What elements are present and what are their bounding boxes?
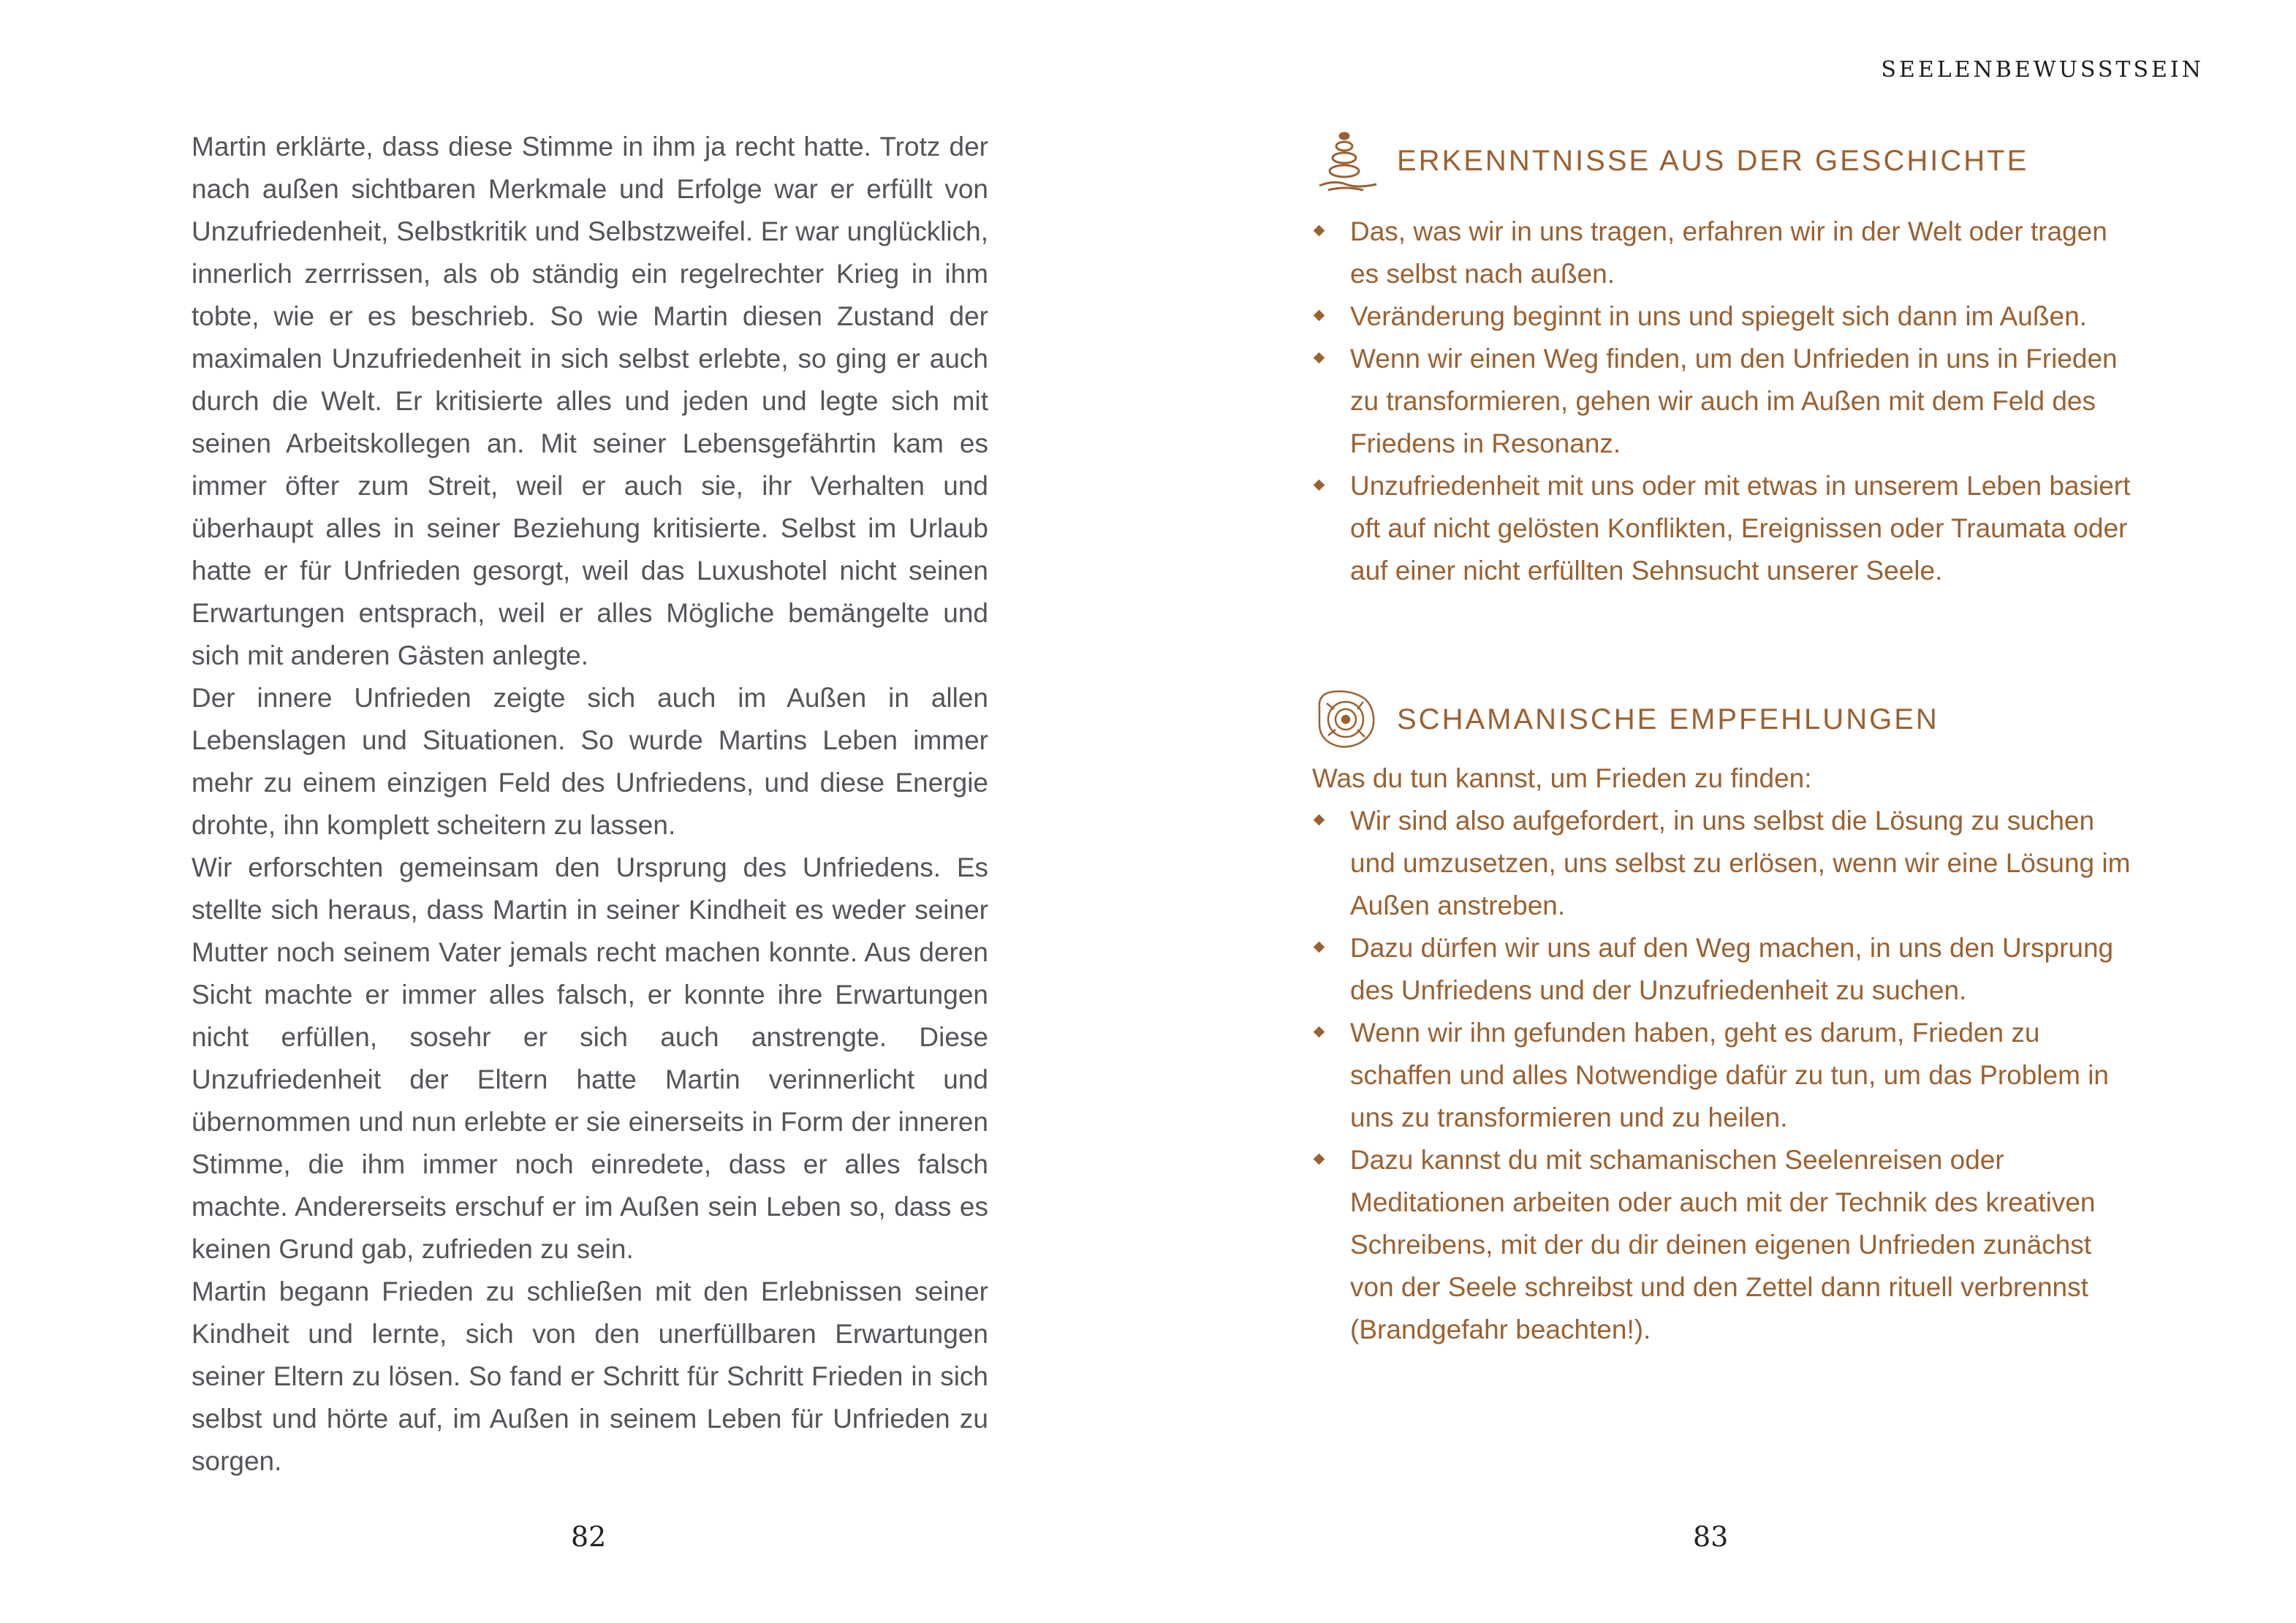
bullet-diamond-icon <box>1314 1154 1325 1165</box>
section-intro: Was du tun kannst, um Frieden zu finden: <box>1312 763 1812 793</box>
list-item <box>1312 1012 2131 1139</box>
left-page-body <box>192 126 988 1483</box>
list-item-text: Wenn wir einen Weg finden, um den Unfrieden in uns in Frieden zu transformieren, gehen wir auch im Außen mit dem Feld des Friedens in Resonanz. <box>1350 344 2118 458</box>
drum-icon <box>1312 686 1379 753</box>
section-heading-insights <box>1312 127 2028 194</box>
list-item-text: Wir sind also aufgefordert, in uns selbst die Lösung zu suchen und umzusetzen, uns selbst zu erlösen, wenn wir eine Lösung im Außen anstreben. <box>1350 806 2131 920</box>
bullet-diamond-icon <box>1314 814 1325 826</box>
paragraph: Martin begann Frieden zu schließen mit den Erlebnissen seiner Kindheit und lernte, sich von den unerfüllbaren Erwartungen seiner Eltern zu lösen. So fand er Schritt für Schritt Frieden in sich selbst und hörte auf, im Außen in seinem Leben für Unfrieden zu sorgen. <box>192 1276 988 1476</box>
section-title: ERKENNTNISSE AUS DER GESCHICHTE <box>1397 144 2029 177</box>
page-number-left: 82 <box>571 1521 607 1553</box>
section-heading-recommendations <box>1312 686 1939 753</box>
list-item <box>1312 1139 2131 1351</box>
bullet-diamond-icon <box>1314 942 1325 953</box>
insights-list <box>1312 211 2131 592</box>
list-item <box>1312 465 2131 592</box>
bullet-diamond-icon <box>1314 480 1325 491</box>
bullet-diamond-icon <box>1314 1026 1325 1038</box>
paragraph: Martin erklärte, dass diese Stimme in ihm ja recht hatte. Trotz der nach außen sichtbaren Merkmale und Erfolge war er erfüllt von Unzufriedenheit, Selbstkritik und Selbstzweifel. Er war unglücklich, innerlich zerrrissen, als ob ständig ein regelrechter Krieg in ihm tobte, wie er es beschrieb. So wie Martin diesen Zustand der maximalen Unzufriedenheit in sich selbst erlebte, so ging er auch durch die Welt. Er kritisierte alles und jeden und legte sich mit seinen Arbeitskollegen an. Mit seiner Lebensgefährtin kam es immer öfter zum Streit, weil er auch sie, ihr Verhalten und überhaupt alles in seiner Beziehung kritisierte. Selbst im Urlaub hatte er für Unfrieden gesorgt, weil das Luxushotel nicht seinen Erwartungen entsprach, weil er alles Mögliche bemängelte und sich mit anderen Gästen anlegte. <box>192 132 988 670</box>
list-item-text: Das, was wir in uns tragen, erfahren wir in der Welt oder tragen es selbst nach außen. <box>1350 216 2107 289</box>
list-item <box>1312 211 2131 295</box>
bullet-diamond-icon <box>1314 310 1325 322</box>
running-head: SEELENBEWUSSTSEIN <box>1881 57 2204 83</box>
list-item <box>1312 295 2131 338</box>
list-item <box>1312 927 2131 1012</box>
list-item <box>1312 338 2131 465</box>
recommendations-list <box>1312 800 2131 1351</box>
page-number-right: 83 <box>1693 1521 1729 1553</box>
bullet-diamond-icon <box>1314 225 1325 237</box>
list-item-text: Dazu kannst du mit schamanischen Seelenreisen oder Meditationen arbeiten oder auch mit der Technik des kreativen Schreibens, mit der du dir deinen eigenen Unfrieden zunächst von der Seele schreibst und den Zettel dann rituell verbrennst (Brandgefahr beachten!). <box>1350 1145 2096 1344</box>
list-item-text: Veränderung beginnt in uns und spiegelt sich dann im Außen. <box>1350 301 2087 331</box>
paragraph: Der innere Unfrieden zeigte sich auch im Außen in allen Lebenslagen und Situationen. So wurde Martins Leben immer mehr zu einem einzigen Feld des Unfriedens, und diese Energie drohte, ihn komplett scheitern zu lassen. <box>192 683 988 840</box>
list-item-text: Dazu dürfen wir uns auf den Weg machen, in uns den Ursprung des Unfriedens und der Unzufriedenheit zu suchen. <box>1350 933 2114 1005</box>
list-item <box>1312 800 2131 927</box>
list-item-text: Unzufriedenheit mit uns oder mit etwas in unserem Leben basiert oft auf nicht gelösten Konflikten, Ereignissen oder Traumata oder auf einer nicht erfüllten Sehnsucht unserer Seele. <box>1350 471 2131 586</box>
list-item-text: Wenn wir ihn gefunden haben, geht es darum, Frieden zu schaffen und alles Notwendige dafür zu tun, um das Problem in uns zu transformieren und zu heilen. <box>1350 1018 2109 1132</box>
section-title: SCHAMANISCHE EMPFEHLUNGEN <box>1397 703 1939 735</box>
paragraph: Wir erforschten gemeinsam den Ursprung des Unfriedens. Es stellte sich heraus, dass Martin in seiner Kindheit es weder seiner Mutter noch seinem Vater jemals recht machen konnte. Aus deren Sicht machte er immer alles falsch, er konnte ihre Erwartungen nicht erfüllen, sosehr er sich auch anstrengte. Diese Unzufriedenheit der Eltern hatte Martin verinnerlicht und übernommen und nun erlebte er sie einerseits in Form der inneren Stimme, die ihm immer noch einredete, dass er alles falsch machte. Andererseits erschuf er im Außen sein Leben so, dass es keinen Grund gab, zufrieden zu sein. <box>192 852 988 1264</box>
bullet-diamond-icon <box>1314 352 1325 364</box>
stacked-stones-icon <box>1312 127 1379 194</box>
